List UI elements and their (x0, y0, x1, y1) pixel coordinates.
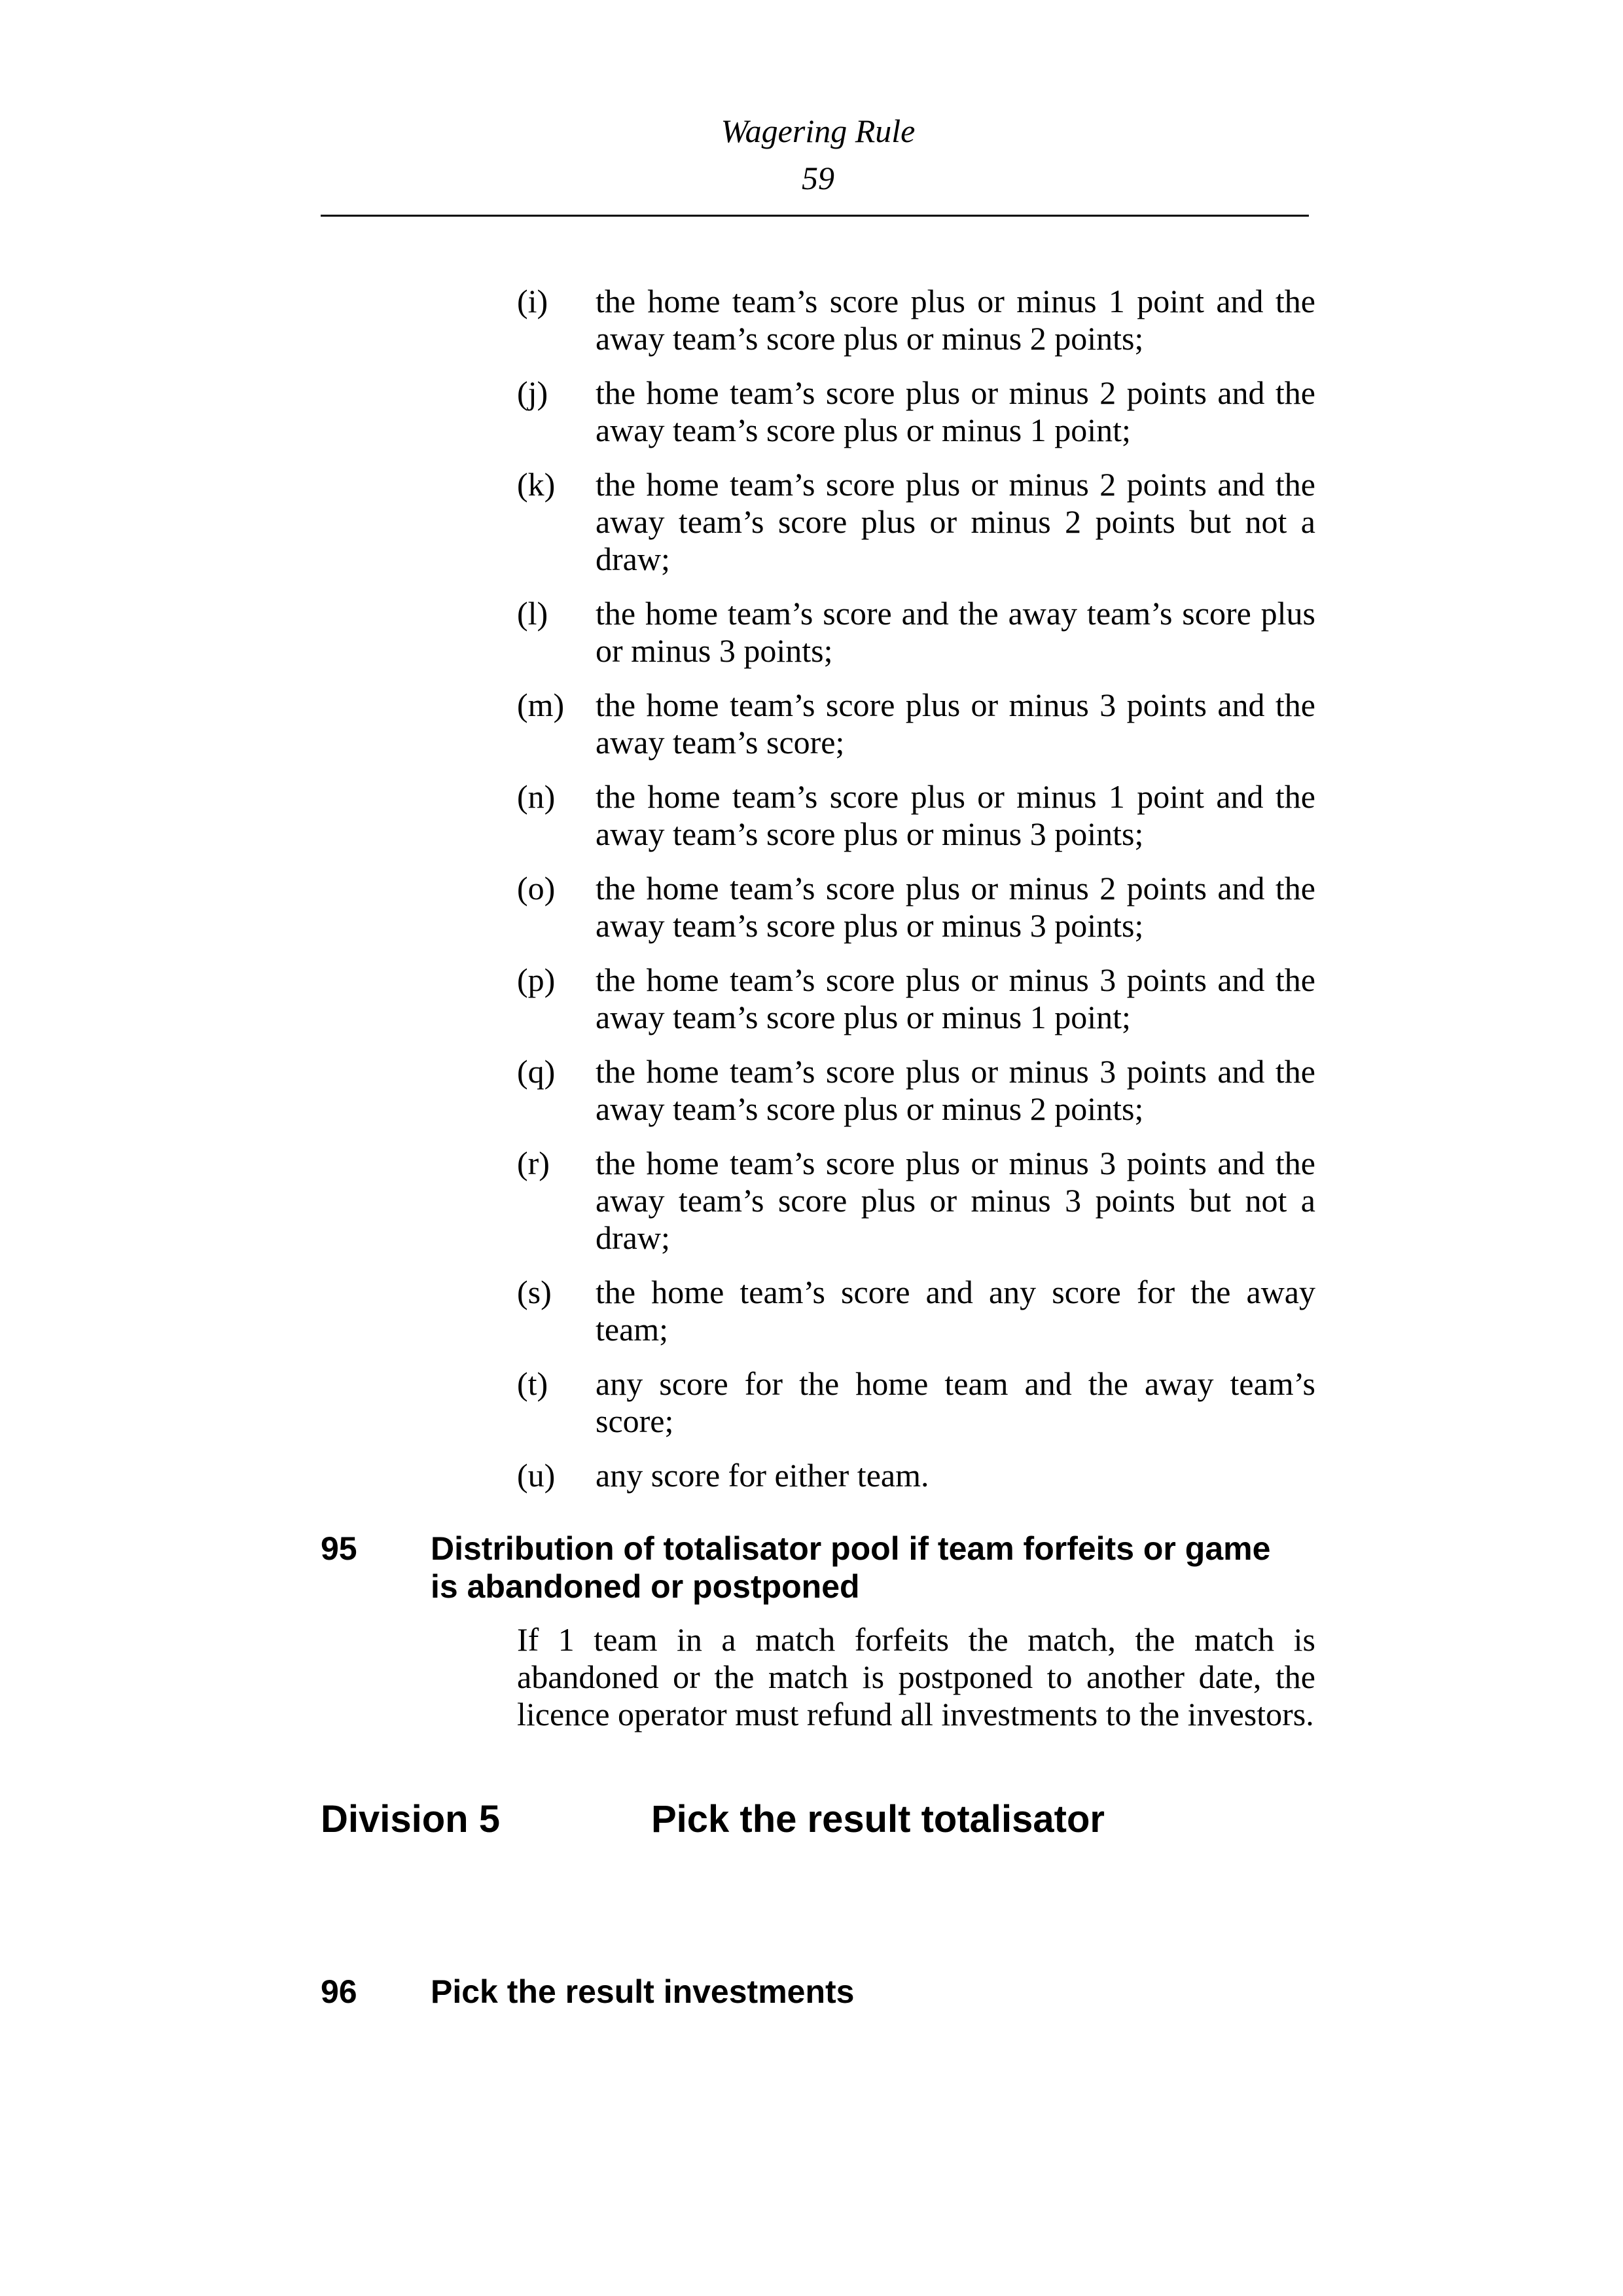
list-item-label: (q) (517, 1053, 556, 1090)
list-item-label: (j) (517, 374, 548, 411)
list-item-label: (t) (517, 1365, 548, 1402)
document-title: Wagering Rule (721, 113, 916, 149)
list-item-text: the home team’s score and the away team’s score plus or minus 3 points; (596, 595, 1315, 669)
list-item (517, 1274, 1315, 1348)
list-item-text: any score for the home team and the away team’s score; (596, 1365, 1315, 1439)
list-item-label: (r) (517, 1145, 550, 1181)
list-item-text: the home team’s score plus or minus 3 points and the away team’s score plus or minus 2 points; (596, 1053, 1315, 1127)
division-label: Division 5 (321, 1798, 500, 1840)
running-header (321, 113, 1315, 217)
list-item (517, 595, 1315, 670)
list-item-text: any score for either team. (596, 1457, 929, 1494)
division-title: Pick the result totalisator (651, 1798, 1105, 1840)
score-combination-list (517, 283, 1315, 1494)
list-item-label: (p) (517, 961, 556, 998)
list-item-text: the home team’s score plus or minus 2 points and the away team’s score plus or minus 1 point; (596, 374, 1315, 448)
list-item-label: (u) (517, 1457, 556, 1494)
section-95-body: If 1 team in a match forfeits the match, the match is abandoned or the match is postponed to another date, the licence operator must refund all investments to the investors. (517, 1621, 1315, 1732)
list-item-text: the home team’s score plus or minus 3 points and the away team’s score plus or minus 3 points but not a draw; (596, 1145, 1315, 1256)
section-95 (321, 1530, 1315, 1733)
section-title: Distribution of totalisator pool if team forfeits or game is abandoned or postponed (431, 1530, 1271, 1605)
list-item-text: the home team’s score plus or minus 3 points and the away team’s score plus or minus 1 point; (596, 961, 1315, 1035)
list-item-label: (s) (517, 1274, 552, 1310)
list-item-label: (o) (517, 870, 556, 906)
list-item-label: (k) (517, 466, 556, 503)
list-item (517, 687, 1315, 761)
list-item (517, 961, 1315, 1036)
list-item-label: (m) (517, 687, 565, 723)
list-item-text: the home team’s score plus or minus 1 point and the away team’s score plus or minus 2 points; (596, 283, 1315, 357)
header-divider-line (321, 215, 1309, 217)
list-item-label: (l) (517, 595, 548, 632)
section-number: 96 (321, 1973, 357, 2010)
page-number: 59 (802, 160, 834, 196)
division-5-heading (321, 1798, 1315, 1841)
list-item-text: the home team’s score plus or minus 3 points and the away team’s score; (596, 687, 1315, 761)
list-item-text: the home team’s score plus or minus 2 points and the away team’s score plus or minus 3 points; (596, 870, 1315, 944)
list-item (517, 466, 1315, 578)
list-item-text: the home team’s score plus or minus 2 points and the away team’s score plus or minus 2 points but not a draw; (596, 466, 1315, 577)
list-item (517, 1145, 1315, 1257)
list-item (517, 1365, 1315, 1440)
section-95-heading (321, 1530, 1315, 1605)
section-title: Pick the result investments (431, 1973, 855, 2010)
list-item (517, 870, 1315, 944)
section-96-heading (321, 1973, 1315, 2011)
list-item (517, 283, 1315, 357)
list-item-text: the home team’s score and any score for the away team; (596, 1274, 1315, 1348)
list-item-label: (i) (517, 283, 548, 319)
list-item-label: (n) (517, 778, 556, 815)
section-number: 95 (321, 1530, 357, 1567)
list-item (517, 778, 1315, 853)
list-item-text: the home team’s score plus or minus 1 point and the away team’s score plus or minus 3 points; (596, 778, 1315, 852)
list-item (517, 1457, 1315, 1494)
list-item (517, 1053, 1315, 1128)
list-item (517, 374, 1315, 449)
